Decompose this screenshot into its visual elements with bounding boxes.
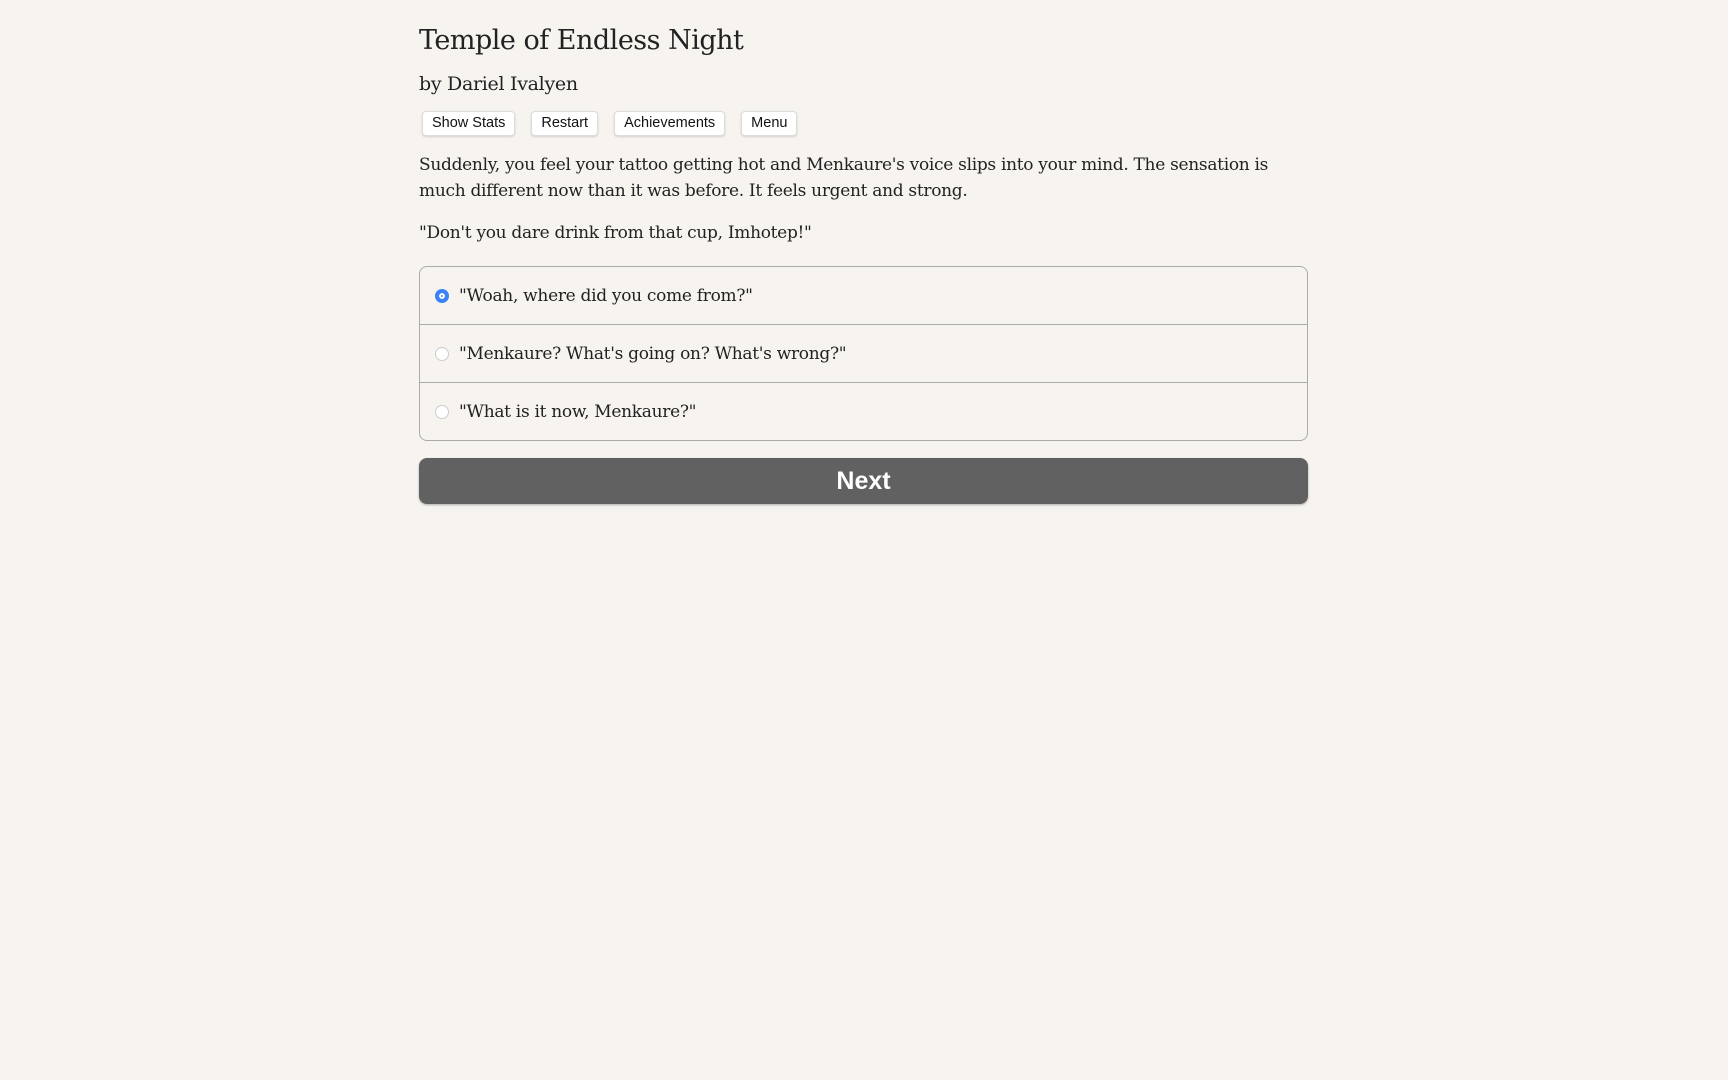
radio-selected-icon[interactable]	[435, 289, 449, 303]
page-title: Temple of Endless Night	[419, 25, 744, 56]
menu-button[interactable]: Menu	[741, 111, 797, 136]
game-container	[419, 20, 1308, 504]
radio-icon[interactable]	[435, 347, 449, 361]
story-paragraph: Suddenly, you feel your tattoo getting hot and Menkaure's voice slips into your mind. The sensation is much different now than it was before. It feels urgent and strong.	[419, 155, 1269, 201]
choice-option[interactable]	[420, 382, 1307, 440]
achievements-button[interactable]: Achievements	[614, 111, 725, 136]
choice-list	[419, 266, 1308, 441]
show-stats-button[interactable]: Show Stats	[422, 111, 515, 136]
toolbar	[419, 111, 1308, 136]
choice-option[interactable]	[420, 267, 1307, 324]
restart-button[interactable]: Restart	[531, 111, 598, 136]
author-byline: by Dariel Ivalyen	[419, 73, 578, 95]
choice-option[interactable]	[420, 324, 1307, 382]
next-button[interactable]: Next	[419, 458, 1308, 504]
choice-label: "Menkaure? What's going on? What's wrong?"	[459, 343, 847, 364]
choice-label: "Woah, where did you come from?"	[459, 285, 753, 306]
story-quote: "Don't you dare drink from that cup, Imhotep!"	[419, 223, 812, 243]
choice-label: "What is it now, Menkaure?"	[459, 401, 697, 422]
radio-icon[interactable]	[435, 405, 449, 419]
